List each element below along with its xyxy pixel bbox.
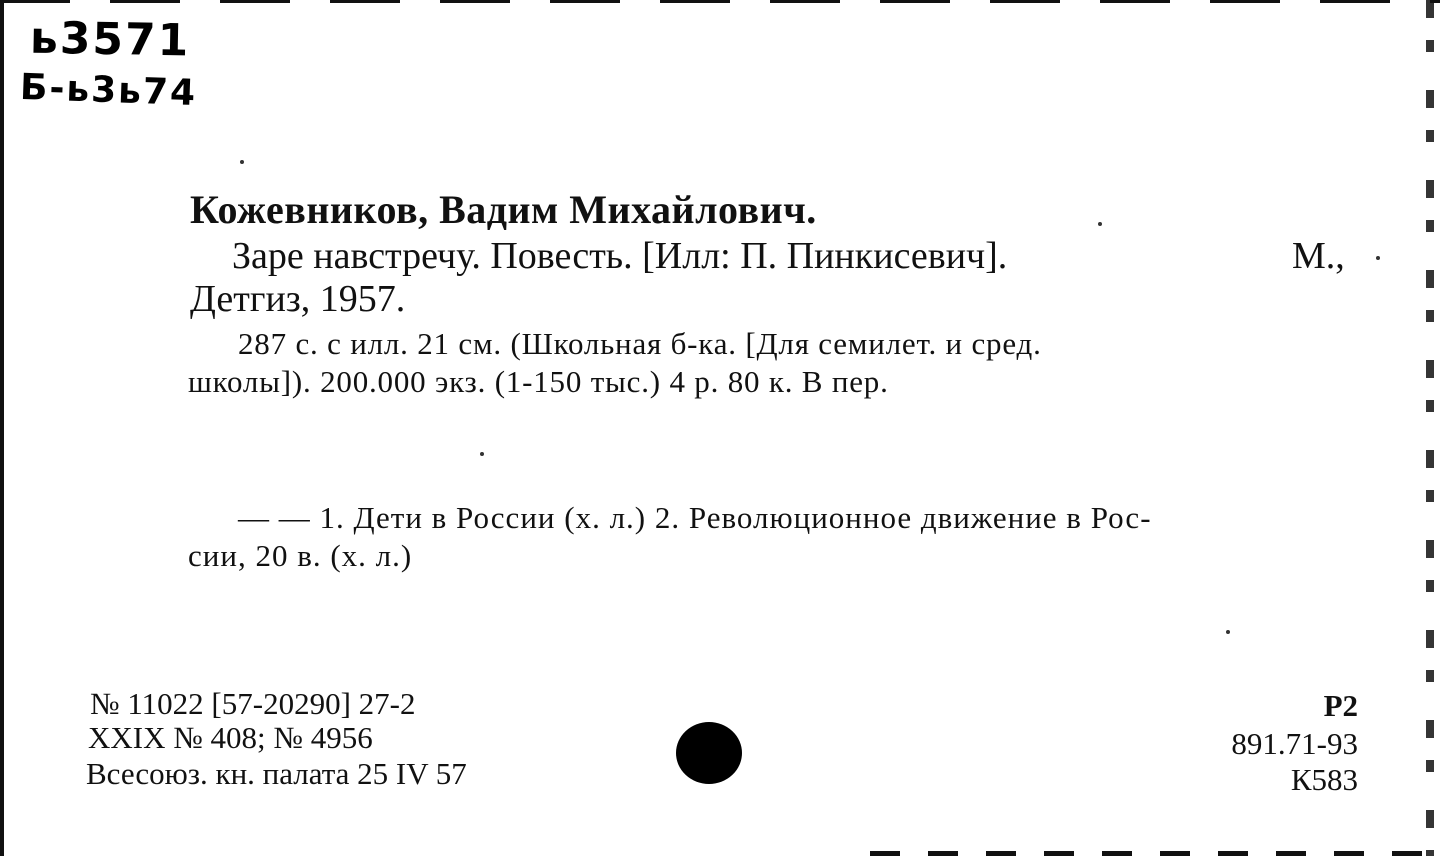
subject-headings-continued: сии, 20 в. (х. л.)	[188, 538, 413, 573]
speck	[240, 160, 244, 164]
card-left-edge	[0, 0, 4, 856]
card-top-edge	[0, 0, 1440, 3]
udc-code: 891.71-93	[1231, 726, 1358, 761]
card-number: № 11022 [57-20290] 27-2	[90, 686, 416, 721]
edition-price: школы]). 200.000 экз. (1-150 тыс.) 4 р. 80 к. В пер.	[188, 364, 889, 399]
physical-description: 287 с. с илл. 21 см. (Школьная б-ка. [Для семилет. и сред.	[238, 326, 1042, 361]
card-bottom-edge	[870, 851, 1440, 856]
subject-headings: — — 1. Дети в России (х. л.) 2. Революционное движение в Рос-	[238, 500, 1152, 535]
author-heading: Кожевников, Вадим Михайлович.	[190, 187, 817, 232]
publication-city: М.,	[1292, 235, 1345, 277]
classification-code: Р2	[1323, 688, 1358, 723]
handwritten-inventory-number: Б-ь3ь74	[19, 66, 198, 115]
speck	[1098, 222, 1102, 226]
series-number: XXIX № 408; № 4956	[88, 720, 373, 755]
card-right-edge	[1426, 0, 1434, 856]
speck	[1226, 630, 1230, 634]
punch-hole	[676, 722, 742, 784]
speck	[480, 452, 484, 456]
publisher-year: Детгиз, 1957.	[190, 278, 406, 320]
chamber-stamp: Всесоюз. кн. палата 25 IV 57	[86, 756, 467, 791]
speck	[1376, 256, 1380, 260]
title-statement: Заре навстречу. Повесть. [Илл: П. Пинкисевич].	[232, 235, 1008, 277]
handwritten-call-number: ь3571	[29, 12, 191, 67]
author-mark: К583	[1290, 762, 1358, 797]
